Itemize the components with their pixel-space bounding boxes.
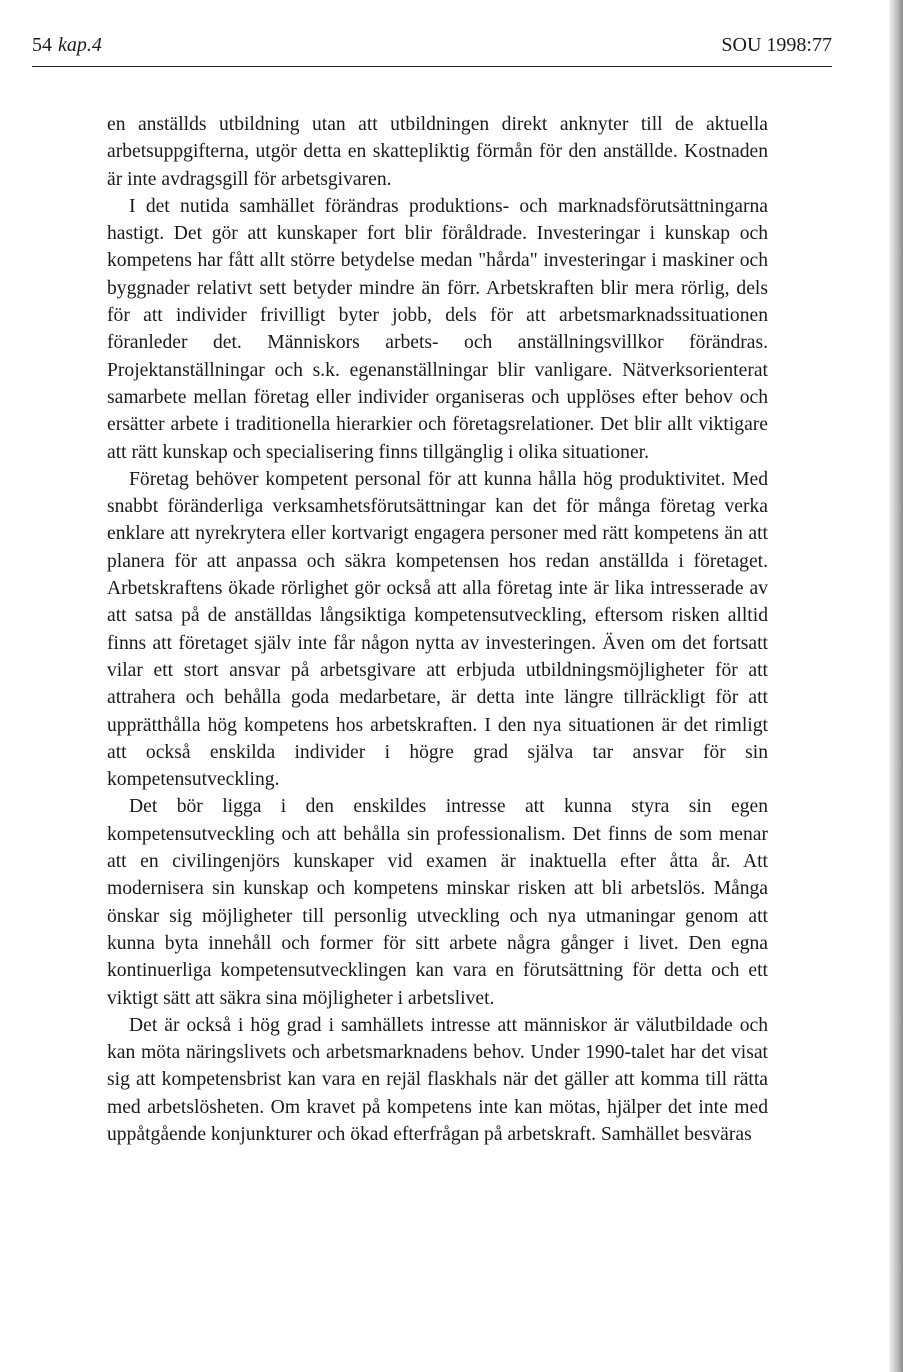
- body-text: [107, 111, 768, 1148]
- scan-edge-shadow: [889, 0, 903, 1372]
- page-number: 54: [32, 34, 52, 56]
- paragraph: I det nutida samhället förändras produktions- och marknadsförutsättningarna hastigt. Det gör att kunskaper fort blir föråldrade. Investeringar i kunskap och kompetens har fått allt större betydelse medan "hårda" investeringar i maskiner och byggnader relativt sett betyder mindre än förr. Arbetskraften blir mera rörlig, dels för att individer frivilligt byter jobb, dels för att arbetsmarknadssituationen föranleder det. Människors arbets- och anställningsvillkor förändras. Projektanställningar och s.k. egenanställningar blir vanligare. Nätverksorienterat samarbete mellan företag eller individer organiseras och upplöses efter behov och ersätter arbete i traditionella hierarkier och företagsrelationer. Det blir allt viktigare att rätt kunskap och specialisering finns tillgänglig i olika situationer.: [107, 195, 768, 463]
- report-id: SOU 1998:77: [721, 34, 832, 56]
- page-header: [32, 30, 832, 60]
- header-rule: [32, 66, 832, 67]
- chapter-label: kap.4: [58, 34, 102, 56]
- paragraph: en anställds utbildning utan att utbildningen direkt anknyter till de aktuella arbetsuppgifterna, utgör detta en skattepliktig förmån för den anställde. Kostnaden är inte avdragsgill för arbetsgivaren.: [107, 114, 768, 190]
- paragraph: Företag behöver kompetent personal för att kunna hålla hög produktivitet. Med snabbt föränderliga verksamhetsförutsättningar kan det för många företag verka enklare att nyrekrytera eller kortvarigt engagera personer med rätt kompetens än att planera för att anpassa och säkra kompetensen hos redan anställda i företaget. Arbetskraftens ökade rörlighet gör också att alla företag inte är lika intresserade av att satsa på de anställdas långsiktiga kompetensutveckling, eftersom risken alltid finns att företaget själv inte får någon nytta av investeringen. Även om det fortsatt vilar ett stort ansvar på arbetsgivare att erbjuda utbildningsmöjligheter för att attrahera och behålla goda medarbetare, är detta inte längre tillräckligt för att upprätthålla hög kompetens hos arbetskraften. I den nya situationen är det rimligt att också enskilda individer i högre grad själva tar ansvar för sin kompetensutveckling.: [107, 468, 768, 791]
- header-left: [32, 30, 102, 60]
- paragraph: Det bör ligga i den enskildes intresse att kunna styra sin egen kompetensutveckling och att behålla sin professionalism. Det finns de som menar att en civilingenjörs kunskaper vid examen är inaktuella efter åtta år. Att modernisera sin kunskap och kompetens minskar risken att bli arbetslös. Många önskar sig möjligheter till personlig utveckling och nya utmaningar genom att kunna byta innehåll och former för sitt arbete några gånger i livet. Den egna kontinuerliga kompetensutvecklingen kan vara en förutsättning för detta och ett viktigt sätt att säkra sina möjligheter i arbetslivet.: [107, 796, 768, 1009]
- paragraph: Det är också i hög grad i samhällets intresse att människor är välutbildade och kan möta näringslivets och arbetsmarknadens behov. Under 1990-talet har det visat sig att kompetensbrist kan vara en rejäl flaskhals när det gäller att komma till rätta med arbetslösheten. Om kravet på kompetens inte kan mötas, hjälper det inte med uppåtgående konjunkturer och ökad efterfrågan på arbetskraft. Samhället besväras: [107, 1014, 768, 1145]
